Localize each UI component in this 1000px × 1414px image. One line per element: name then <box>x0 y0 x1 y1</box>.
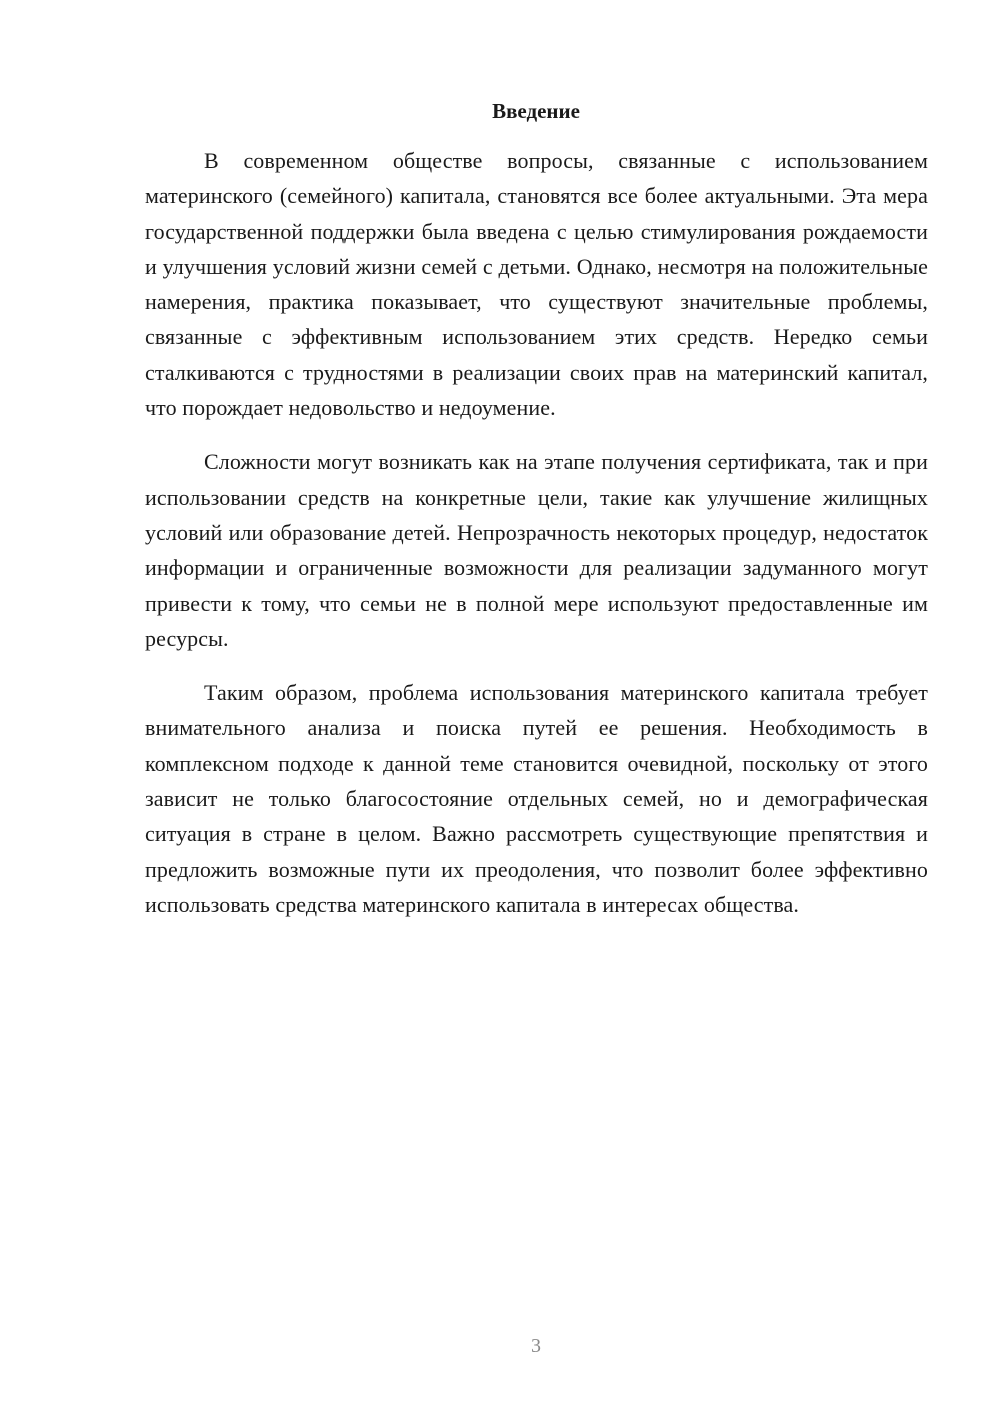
paragraph-3: Таким образом, проблема использования материнского капитала требует внимательного анализа и поиска путей ее решения. Необходимость в комплексном подходе к данной теме становится очевидной, поскольку от этого зависит не только благосостояние отдельных семей, но и демографическая ситуация в стране в целом. Важно рассмотреть существующие препятствия и предложить возможные пути их преодоления, что позволит более эффективно использовать средства материнского капитала в интересах общества. <box>145 680 928 917</box>
page-number: 3 <box>531 1335 541 1357</box>
paragraph-2: Сложности могут возникать как на этапе получения сертификата, так и при использовании средств на конкретные цели, такие как улучшение жилищных условий или образование детей. Непрозрачность некоторых процедур, недостаток информации и ограниченные возможности для реализации задуманного могут привести к тому, что семьи не в полной мере используют предоставленные им ресурсы. <box>145 449 928 651</box>
body-text <box>145 143 928 941</box>
paragraph-1: В современном обществе вопросы, связанные с использованием материнского (семейного) капитала, становятся все более актуальными. Эта мера государственной поддержки была введена с целью стимулирования рождаемости и улучшения условий жизни семей с детьми. Однако, несмотря на положительные намерения, практика показывает, что существуют значительные проблемы, связанные с эффективным использованием этих средств. Нередко семьи сталкиваются с трудностями в реализации своих прав на материнский капитал, что порождает недовольство и недоумение. <box>145 148 928 421</box>
section-heading: Введение <box>492 99 580 123</box>
